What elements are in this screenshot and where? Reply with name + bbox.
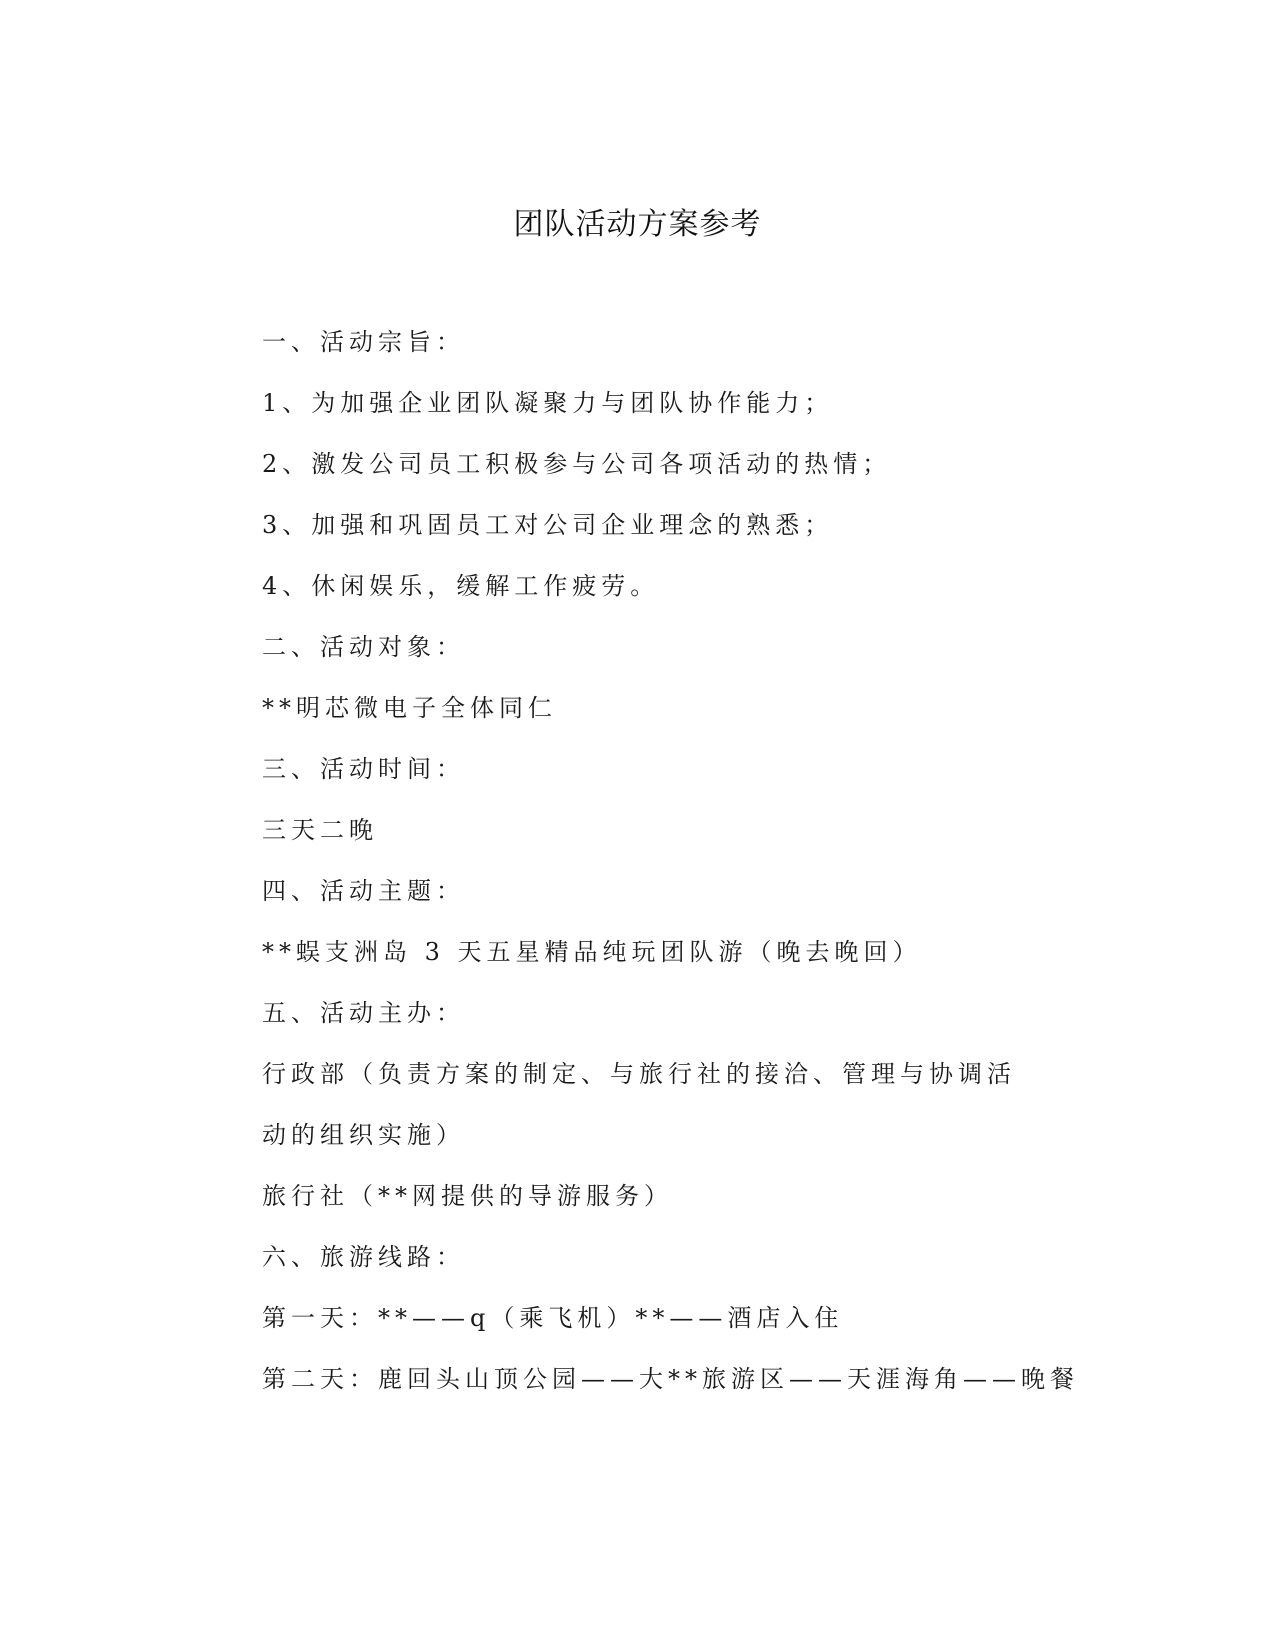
document-title: 团队活动方案参考 bbox=[513, 207, 762, 242]
section-heading-theme: 四、活动主题： bbox=[262, 877, 465, 905]
purpose-item-4: 4、休闲娱乐，缓解工作疲劳。 bbox=[262, 572, 660, 600]
route-day-2: 第二天：鹿回头山顶公园——大**旅游区——天涯海角——晚餐 bbox=[262, 1365, 1079, 1393]
purpose-item-1: 1、为加强企业团队凝聚力与团队协作能力； bbox=[262, 389, 834, 417]
time-text: 三天二晚 bbox=[262, 816, 378, 844]
section-heading-purpose: 一、活动宗旨： bbox=[262, 328, 465, 356]
purpose-item-3: 3、加强和巩固员工对公司企业理念的熟悉； bbox=[262, 511, 834, 539]
section-heading-time: 三、活动时间： bbox=[262, 755, 465, 783]
organizer-text-1-cont: 动的组织实施） bbox=[262, 1121, 465, 1149]
section-heading-organizer: 五、活动主办： bbox=[262, 999, 465, 1027]
route-day-1: 第一天：**——q（乘飞机）**——酒店入住 bbox=[262, 1304, 844, 1332]
section-heading-audience: 二、活动对象： bbox=[262, 633, 465, 661]
document-body bbox=[262, 330, 1082, 1428]
theme-text: **蜈支洲岛 3 天五星精品纯玩团队游（晚去晚回） bbox=[262, 938, 922, 966]
organizer-text-1: 行政部（负责方案的制定、与旅行社的接洽、管理与协调活 bbox=[262, 1060, 1016, 1088]
section-heading-route: 六、旅游线路： bbox=[262, 1243, 465, 1271]
audience-text: **明芯微电子全体同仁 bbox=[262, 694, 557, 722]
organizer-text-2: 旅行社（**网提供的导游服务） bbox=[262, 1182, 673, 1210]
purpose-item-2: 2、激发公司员工积极参与公司各项活动的热情； bbox=[262, 450, 892, 478]
